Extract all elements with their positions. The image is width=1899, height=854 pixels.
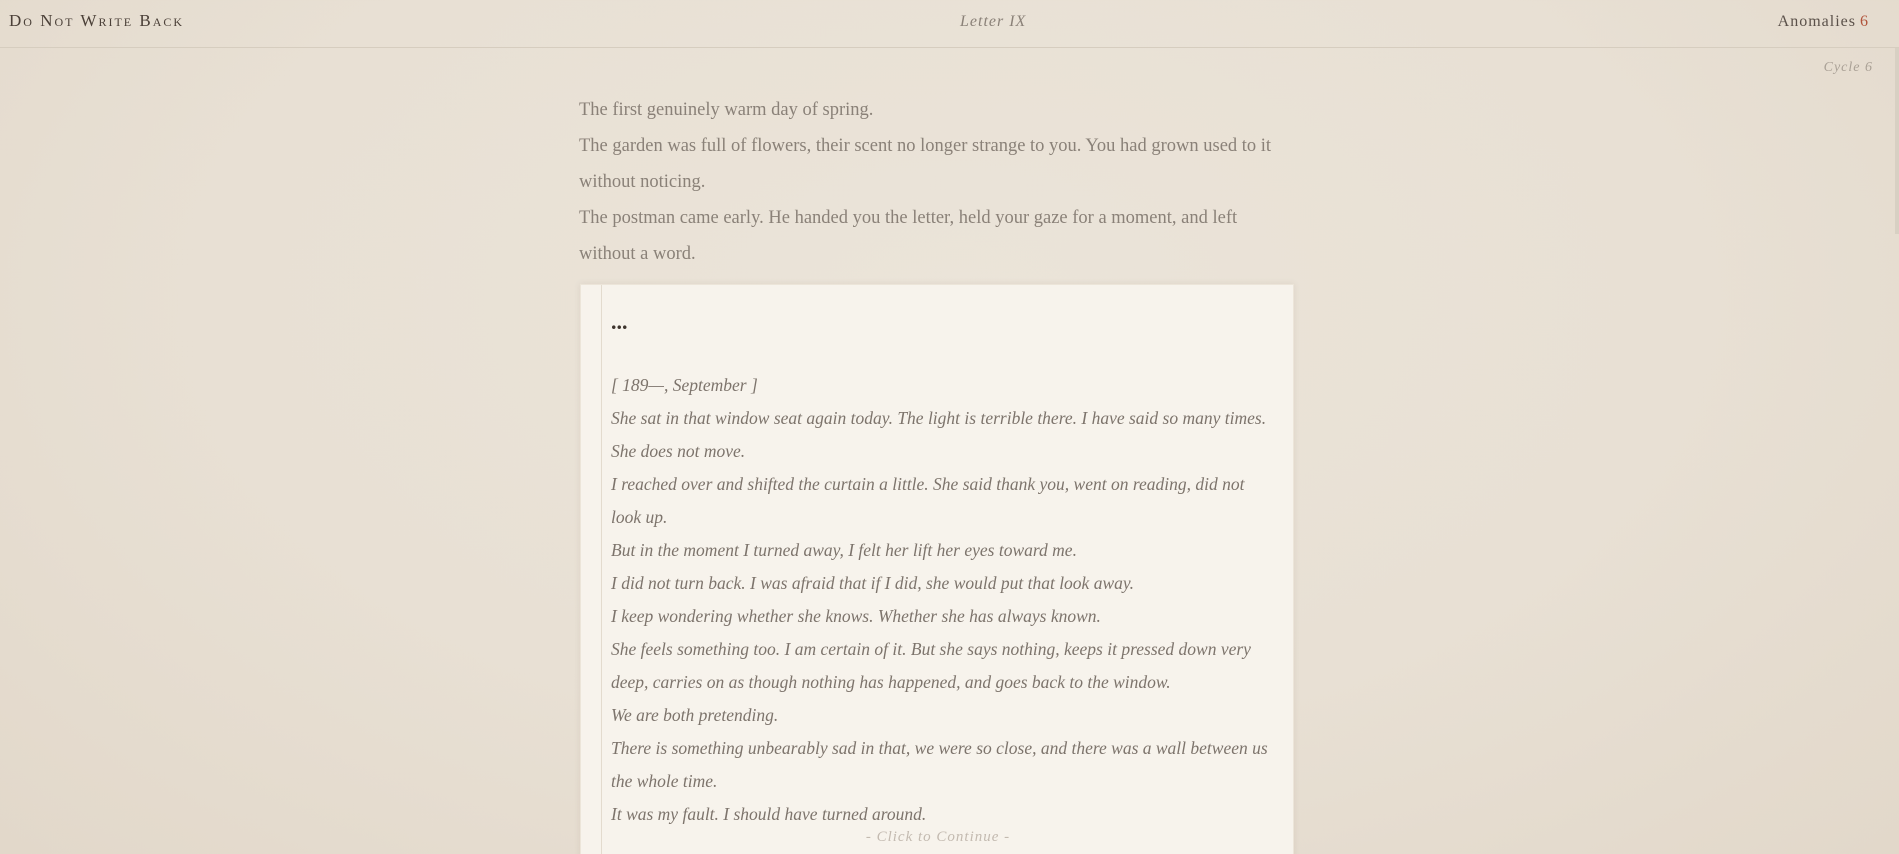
narration-text <box>579 92 1289 272</box>
letter-margin-line <box>601 285 602 854</box>
letter-card[interactable] <box>580 284 1294 854</box>
letter-paragraph: I did not turn back. I was afraid that if I did, she would put that look away. <box>611 573 1135 593</box>
letter-paragraph: But in the moment I turned away, I felt her lift her eyes toward me. <box>611 540 1077 560</box>
anomalies-counter <box>1778 13 1869 31</box>
click-to-continue-button[interactable]: - Click to Continue - <box>865 829 1011 845</box>
letter-number-label: Letter IX <box>960 13 1027 30</box>
top-bar <box>0 0 1899 48</box>
letter-paragraph: We are both pretending. <box>611 705 779 725</box>
anomalies-count: 6 <box>1860 13 1869 30</box>
letter-paragraph: I keep wondering whether she knows. Whether she has always known. <box>611 606 1101 626</box>
letter-date: [ 189—, September ] <box>611 375 758 395</box>
narration-line: The postman came early. He handed you the letter, held your gaze for a moment, and left without a word. <box>579 208 1238 264</box>
letter-paragraph: It was my fault. I should have turned around. <box>611 804 927 824</box>
narration-line: The garden was full of flowers, their scent no longer strange to you. You had grown used to it without noticing. <box>579 136 1272 192</box>
letter-paragraph: She feels something too. I am certain of it. But she says nothing, keeps it pressed down very deep, carries on as though nothing has happened, and goes back to the window. <box>611 639 1251 692</box>
anomalies-label: Anomalies <box>1777 13 1856 30</box>
scrollbar-thumb[interactable] <box>1895 48 1899 234</box>
narration-line: The first genuinely warm day of spring. <box>579 100 874 120</box>
game-title: Do Not Write Back <box>9 11 185 30</box>
cycle-label: Cycle 6 <box>1823 60 1873 75</box>
letter-body <box>611 369 1271 831</box>
letter-ellipsis: ... <box>611 309 628 334</box>
letter-paragraph: I reached over and shifted the curtain a little. She said thank you, went on reading, did not look up. <box>611 474 1245 527</box>
letter-paragraph: She sat in that window seat again today. The light is terrible there. I have said so many times. She does not move. <box>611 408 1267 461</box>
letter-paragraph: There is something unbearably sad in that, we were so close, and there was a wall between us the whole time. <box>611 738 1268 791</box>
